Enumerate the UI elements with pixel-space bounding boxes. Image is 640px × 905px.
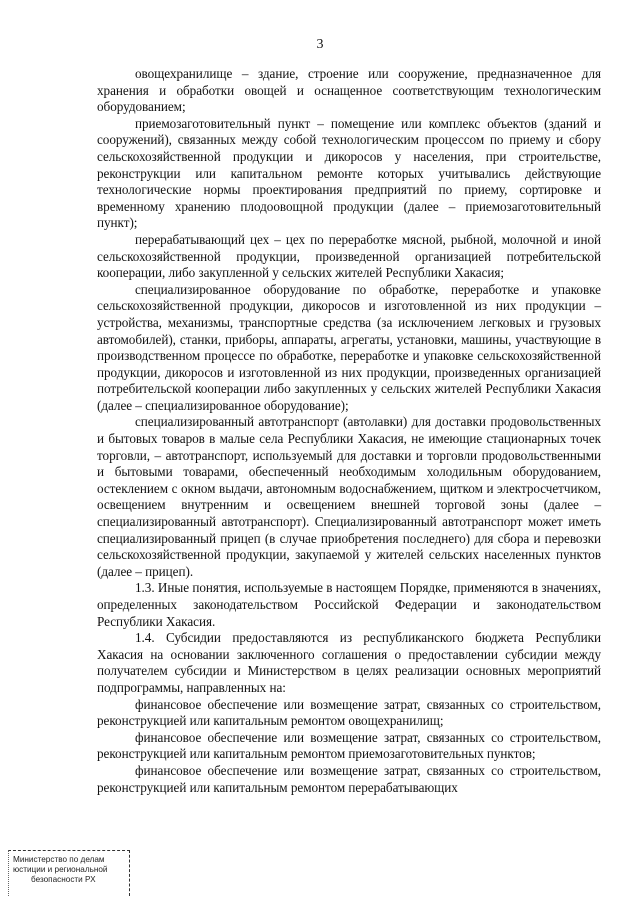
paragraph-procurement-point: приемозаготовительный пункт – помещение или комплекс объектов (зданий и сооружений), связанных между собой технологическим процессом по приему и сбору сельскохозяйственной продукции и дикоросов у населения, при строительстве, реконструкции или капитальном ремонте которых учитывались действующие технологические нормы проектирования предприятий по приему, сортировке и временному хранению плодоовощной продукции (далее – приемозаготовительный пункт); [97, 115, 601, 231]
paragraph-special-equipment: специализированное оборудование по обработке, переработке и упаковке сельскохозяйственной продукции, дикоросов и изготовленной из них продукции – устройства, механизмы, транспортные средства (за исключением легковых и грузовых автомобилей), станки, приборы, аппараты, агрегаты, установки, машины, участвующие в производственном процессе по обработке, переработке и упаковке сельскохозяйственной продукции, дикоросов и изготовленной из них продукции, произведенных организацией потребительской кооперации либо закупленных у сельских жителей Республики Хакасия (далее – специализированное оборудование); [97, 281, 601, 413]
paragraph-funding-storage: финансовое обеспечение или возмещение затрат, связанных со строительством, реконструкцией или капитальным ремонтом овощехранилищ; [97, 696, 601, 729]
paragraph-1-4: 1.4. Субсидии предоставляются из республиканского бюджета Республики Хакасия на основании заключенного соглашения о предоставлении субсидии между получателем субсидии и Министерством в целях реализации основных мероприятий подпрограммы, направленных на: [97, 630, 601, 695]
page-number: 3 [316, 37, 324, 52]
paragraph-1-3: 1.3. Иные понятия, используемые в настоящем Порядке, применяются в значениях, определенных законодательством Российской Федерации и законодательством Республики Хакасия. [97, 580, 601, 629]
paragraph-processing-workshop: перерабатывающий цех – цех по переработке мясной, рыбной, молочной и иной сельскохозяйственной продукции, произведенной организацией потребительской кооперации, либо закупленной у сельских жителей Республики Хакасия; [97, 231, 601, 281]
stamp-line: безопасности РХ [31, 875, 96, 884]
paragraph-special-vehicles: специализированный автотранспорт (автолавки) для доставки продовольственных и бытовых товаров в малые села Республики Хакасия, не имеющие стационарных точек торговли, – автотранспорт, используемый для доставки и торговли продовольственными и бытовыми товарами, обеспеченный необходимым холодильным оборудованием, остеклением с окном выдачи, автономным водоснабжением, щитком и электросчетчиком, освещением внутренним и освещением внешней торговой зоны (далее – специализированный автотранспорт). Специализированный автотранспорт может иметь специализированный прицеп (в случае приобретения последнего) для сбора и перевозки сельскохозяйственной продукции, закупаемой у жителей сельских населенных пунктов (далее – прицеп). [97, 414, 601, 579]
document-body [97, 66, 601, 796]
stamp-line: юстиции и региональной [13, 865, 108, 874]
ministry-stamp [8, 850, 130, 896]
paragraph-funding-processing: финансовое обеспечение или возмещение затрат, связанных со строительством, реконструкцией или капитальным ремонтом перерабатывающих [97, 762, 601, 795]
stamp-line: Министерство по делам [13, 855, 105, 864]
paragraph-vegetable-storage: овощехранилище – здание, строение или сооружение, предназначенное для хранения и обработки овощей и оснащенное соответствующим технологическим оборудованием; [97, 66, 601, 115]
paragraph-funding-procurement: финансовое обеспечение или возмещение затрат, связанных со строительством, реконструкцией или капитальным ремонтом приемозаготовительных пунктов; [97, 729, 601, 762]
